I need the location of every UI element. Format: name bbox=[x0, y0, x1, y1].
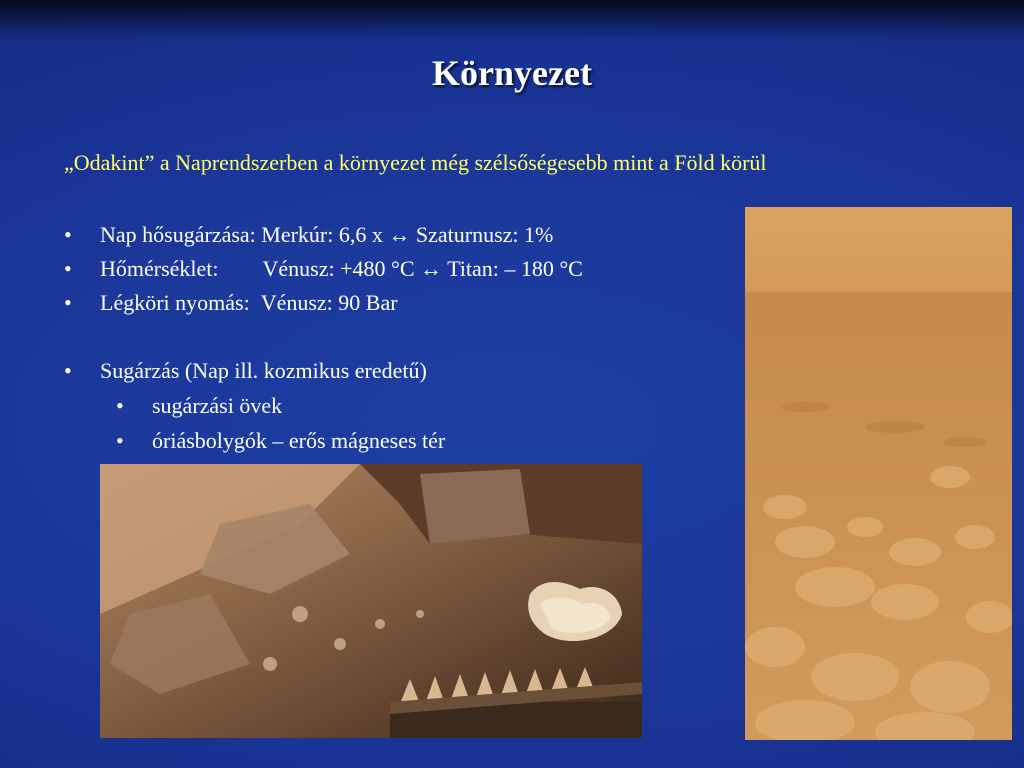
bullet-marker: • bbox=[64, 256, 72, 281]
slide-title: Környezet bbox=[432, 53, 592, 93]
bullet-marker: • bbox=[64, 358, 72, 383]
bullet-text: Nap hősugárzása: Merkúr: 6,6 x ↔ Szaturnusz: 1% bbox=[100, 222, 554, 247]
bullet-marker: • bbox=[64, 222, 72, 247]
top-gradient-band bbox=[0, 0, 1024, 40]
bullet-text: sugárzási övek bbox=[152, 393, 283, 418]
bullet-text: óriásbolygók – erős mágneses tér bbox=[152, 428, 446, 453]
bullet-marker: • bbox=[116, 428, 124, 453]
bullet-text: Sugárzás (Nap ill. kozmikus eredetű) bbox=[100, 358, 427, 383]
bullet-marker: • bbox=[64, 290, 72, 315]
bullet-text: Hőmérséklet: Vénusz: +480 °C ↔ Titan: – 180 °C bbox=[100, 256, 583, 281]
venus-surface-photo bbox=[100, 464, 642, 738]
titan-surface-photo bbox=[745, 207, 1012, 740]
intro-line: „Odakint” a Naprendszerben a környezet még szélsőségesebb mint a Föld körül bbox=[64, 150, 767, 175]
bullet-text: Légköri nyomás: Vénusz: 90 Bar bbox=[100, 290, 398, 315]
bullet-marker: • bbox=[116, 393, 124, 418]
